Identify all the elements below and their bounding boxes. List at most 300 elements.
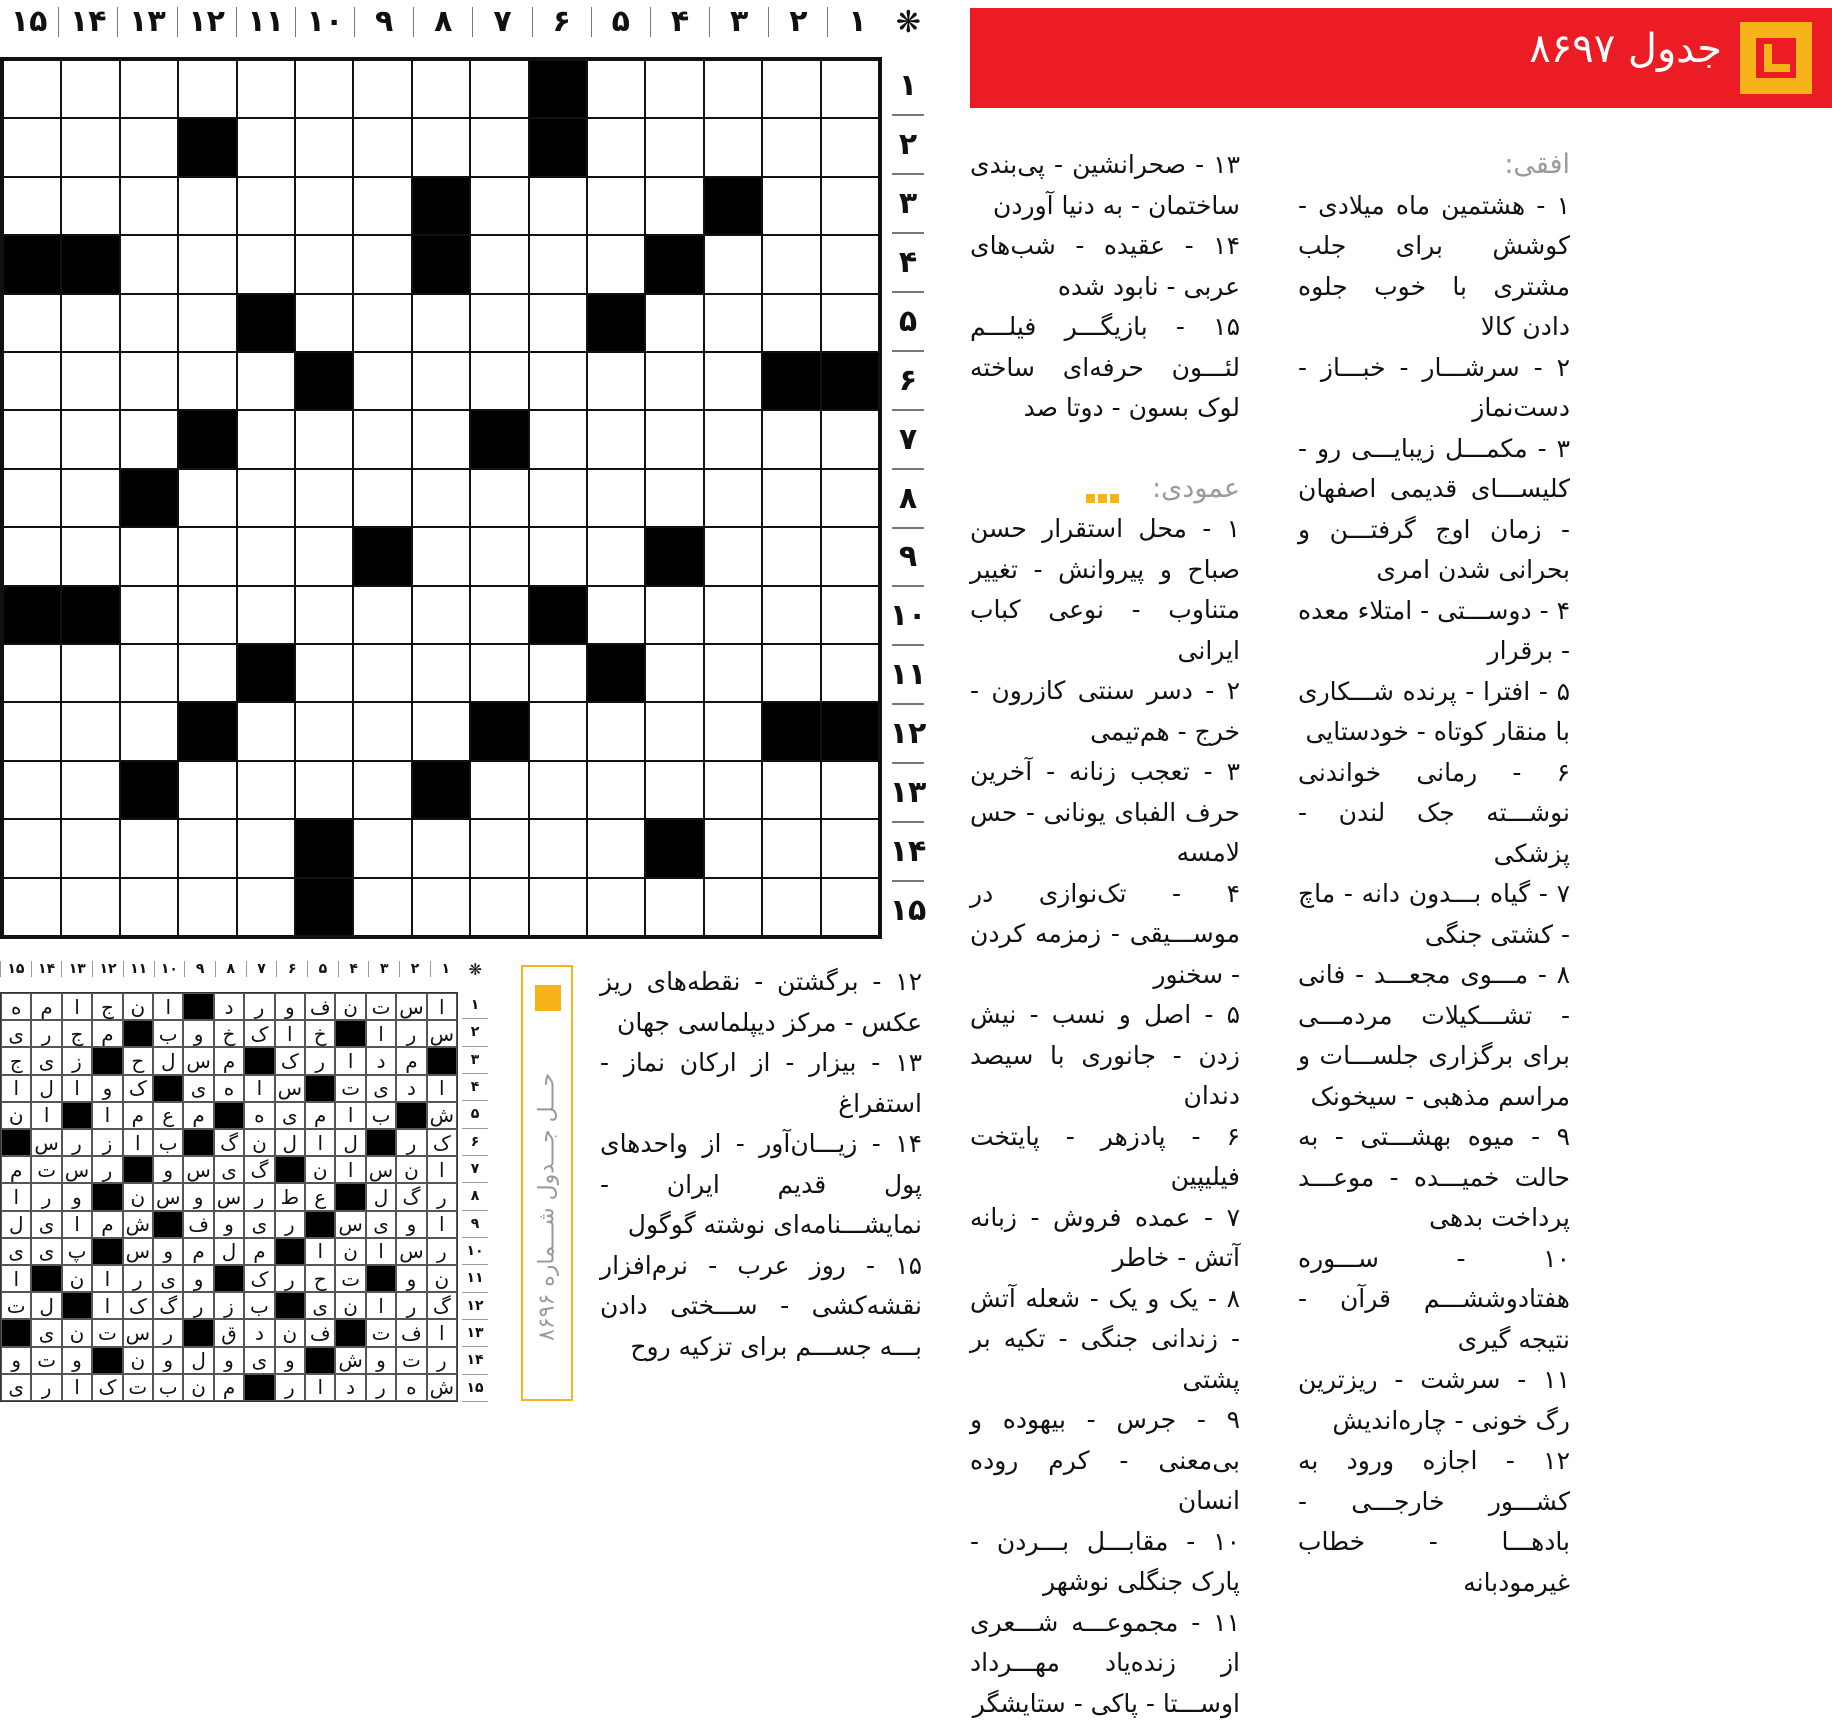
- solution-cell: ا: [366, 1238, 396, 1265]
- grid-cell[interactable]: [3, 60, 61, 118]
- solution-cell: ر: [244, 1183, 274, 1210]
- grid-cell[interactable]: [178, 819, 236, 877]
- grid-cell[interactable]: [353, 702, 411, 760]
- solution-cell: ل: [275, 1129, 305, 1156]
- solution-cell: ه: [214, 1075, 244, 1102]
- grid-cell[interactable]: [61, 878, 119, 936]
- solution-cell: ر: [305, 1047, 335, 1074]
- grid-cell[interactable]: [178, 352, 236, 410]
- black-cell: [120, 761, 178, 819]
- grid-cell[interactable]: [61, 410, 119, 468]
- black-cell: [295, 819, 353, 877]
- solution-cell: س: [427, 1020, 457, 1047]
- grid-cell[interactable]: [61, 644, 119, 702]
- grid-cell[interactable]: [61, 527, 119, 585]
- solution-cell: ر: [153, 1319, 183, 1346]
- grid-cell[interactable]: [61, 352, 119, 410]
- grid-cell[interactable]: [587, 819, 645, 877]
- grid-cell[interactable]: [762, 878, 820, 936]
- grid-cell[interactable]: [178, 235, 236, 293]
- solution-cell: م: [214, 1047, 244, 1074]
- solution-cell: ل: [335, 1129, 365, 1156]
- grid-cell[interactable]: [3, 644, 61, 702]
- solution-cell: ر: [31, 1020, 61, 1047]
- grid-cell[interactable]: [821, 644, 879, 702]
- solution-cell: ن: [335, 1292, 365, 1319]
- solution-cell: ن: [123, 993, 153, 1020]
- solution-cell: ت: [335, 1265, 365, 1292]
- solution-cell: ا: [305, 1238, 335, 1265]
- grid-cell[interactable]: [470, 177, 528, 235]
- grid-cell[interactable]: [295, 469, 353, 527]
- grid-cell[interactable]: [821, 118, 879, 176]
- grid-cell[interactable]: [120, 819, 178, 877]
- black-cell: [470, 410, 528, 468]
- solution-cell: ل: [1, 1211, 31, 1238]
- grid-cell[interactable]: [237, 118, 295, 176]
- grid-cell[interactable]: [412, 352, 470, 410]
- grid-cell[interactable]: [529, 702, 587, 760]
- grid-cell[interactable]: [61, 177, 119, 235]
- grid-cell[interactable]: [61, 761, 119, 819]
- grid-cell[interactable]: [120, 586, 178, 644]
- grid-cell[interactable]: [587, 410, 645, 468]
- grid-cell[interactable]: [470, 586, 528, 644]
- grid-cell[interactable]: [529, 410, 587, 468]
- solution-cell: ی: [183, 1075, 213, 1102]
- grid-cell[interactable]: [645, 118, 703, 176]
- vertical-clue: ۵ - اصل و نسب - نیش زدن - جانوری با سیصد دندان: [970, 995, 1240, 1117]
- grid-cell[interactable]: [704, 586, 762, 644]
- solution-row-number: ۸: [462, 1183, 488, 1210]
- solution-cell: ع: [153, 1102, 183, 1129]
- grid-cell[interactable]: [587, 235, 645, 293]
- solution-cell: ت: [1, 1292, 31, 1319]
- grid-cell[interactable]: [3, 469, 61, 527]
- grid-cell[interactable]: [295, 410, 353, 468]
- grid-cell[interactable]: [3, 177, 61, 235]
- grid-cell[interactable]: [295, 761, 353, 819]
- grid-cell[interactable]: [762, 819, 820, 877]
- solution-black-cell: [335, 1319, 365, 1346]
- grid-cell[interactable]: [3, 878, 61, 936]
- solution-column-number: ۱۳: [61, 961, 92, 977]
- grid-cell[interactable]: [295, 235, 353, 293]
- grid-cell[interactable]: [237, 410, 295, 468]
- solution-cell: ت: [366, 993, 396, 1020]
- grid-cell[interactable]: [3, 352, 61, 410]
- grid-cell[interactable]: [645, 586, 703, 644]
- column-number: ۳: [709, 7, 768, 37]
- grid-cell[interactable]: [3, 702, 61, 760]
- solution-cell: س: [123, 1238, 153, 1265]
- grid-cell[interactable]: [821, 60, 879, 118]
- grid-cell[interactable]: [762, 60, 820, 118]
- grid-cell[interactable]: [470, 878, 528, 936]
- grid-cell[interactable]: [237, 235, 295, 293]
- solution-cell: ا: [62, 993, 92, 1020]
- solution-black-cell: [92, 1183, 122, 1210]
- puzzle-title: جدول ۸۶۹۷: [1529, 26, 1722, 72]
- grid-cell[interactable]: [237, 469, 295, 527]
- grid-cell[interactable]: [762, 527, 820, 585]
- grid-cell[interactable]: [353, 410, 411, 468]
- column-number: ۱۳: [117, 7, 176, 37]
- solution-cell: ک: [275, 1047, 305, 1074]
- grid-cell[interactable]: [762, 410, 820, 468]
- grid-cell[interactable]: [237, 819, 295, 877]
- solution-cell: س: [153, 1183, 183, 1210]
- grid-cell[interactable]: [529, 761, 587, 819]
- grid-cell[interactable]: [821, 177, 879, 235]
- grid-cell[interactable]: [61, 702, 119, 760]
- grid-cell[interactable]: [295, 177, 353, 235]
- grid-cell[interactable]: [821, 586, 879, 644]
- row-number-header: [888, 57, 928, 939]
- grid-cell[interactable]: [295, 294, 353, 352]
- solution-cell: گ: [396, 1183, 426, 1210]
- grid-cell[interactable]: [353, 352, 411, 410]
- grid-cell[interactable]: [704, 60, 762, 118]
- grid-cell[interactable]: [704, 702, 762, 760]
- grid-cell[interactable]: [353, 294, 411, 352]
- grid-cell[interactable]: [470, 352, 528, 410]
- grid-cell[interactable]: [3, 294, 61, 352]
- grid-cell[interactable]: [821, 469, 879, 527]
- solution-black-cell: [366, 1265, 396, 1292]
- grid-cell[interactable]: [704, 118, 762, 176]
- solution-cell: و: [153, 1347, 183, 1374]
- grid-cell[interactable]: [529, 878, 587, 936]
- grid-cell[interactable]: [821, 410, 879, 468]
- row-number: ۱۴: [892, 823, 924, 882]
- grid-cell[interactable]: [529, 177, 587, 235]
- grid-cell[interactable]: [178, 761, 236, 819]
- solution-cell: ا: [335, 1156, 365, 1183]
- grid-cell[interactable]: [237, 586, 295, 644]
- row-number: ۱۵: [892, 882, 924, 939]
- solution-cell: ن: [123, 1183, 153, 1210]
- solution-cell: ی: [214, 1156, 244, 1183]
- solution-cell: و: [275, 993, 305, 1020]
- grid-cell[interactable]: [237, 60, 295, 118]
- grid-cell[interactable]: [412, 469, 470, 527]
- horizontal-clue: ۱۰ - ســـوره هفتادوششـــم قرآن - نتیجه گیری: [1298, 1239, 1570, 1361]
- grid-cell[interactable]: [529, 469, 587, 527]
- grid-cell[interactable]: [295, 118, 353, 176]
- solution-cell: ز: [62, 1047, 92, 1074]
- grid-cell[interactable]: [645, 60, 703, 118]
- solution-black-cell: [183, 1129, 213, 1156]
- grid-cell[interactable]: [529, 644, 587, 702]
- solution-cell: ک: [92, 1374, 122, 1401]
- grid-cell[interactable]: [645, 702, 703, 760]
- grid-cell[interactable]: [762, 177, 820, 235]
- grid-cell[interactable]: [353, 644, 411, 702]
- grid-cell[interactable]: [587, 118, 645, 176]
- grid-cell[interactable]: [470, 118, 528, 176]
- solution-black-cell: [214, 1265, 244, 1292]
- grid-cell[interactable]: [61, 118, 119, 176]
- vertical-clue: ۱۴ - زیـــان‌آور - از واحدهای پول قدیم ایران - نمایشـــنامه‌ای نوشته گوگول: [600, 1124, 922, 1246]
- grid-cell[interactable]: [645, 410, 703, 468]
- solution-cell: ا: [1, 1075, 31, 1102]
- grid-cell[interactable]: [645, 469, 703, 527]
- grid-cell[interactable]: [587, 878, 645, 936]
- grid-cell[interactable]: [470, 819, 528, 877]
- solution-cell: ا: [305, 1374, 335, 1401]
- grid-cell[interactable]: [412, 60, 470, 118]
- grid-cell[interactable]: [645, 878, 703, 936]
- puzzle-header-banner: [970, 8, 1832, 108]
- grid-cell[interactable]: [120, 878, 178, 936]
- solution-column-number: ۳: [368, 961, 399, 977]
- grid-cell[interactable]: [762, 644, 820, 702]
- solution-cell: ز: [214, 1292, 244, 1319]
- grid-cell[interactable]: [645, 177, 703, 235]
- grid-cell[interactable]: [353, 118, 411, 176]
- grid-cell[interactable]: [3, 761, 61, 819]
- grid-cell[interactable]: [120, 702, 178, 760]
- solution-black-cell: [62, 1292, 92, 1319]
- solution-row-number: ۱: [462, 992, 488, 1019]
- corner-star-icon: ❋: [887, 5, 930, 40]
- horizontal-clue: ۱۴ - عقیده - شب‌های عربی - نابود شده: [970, 226, 1240, 307]
- solution-cell: ر: [396, 1020, 426, 1047]
- solution-cell: ا: [62, 1374, 92, 1401]
- grid-cell[interactable]: [704, 819, 762, 877]
- black-cell: [295, 352, 353, 410]
- grid-cell[interactable]: [120, 294, 178, 352]
- grid-cell[interactable]: [353, 761, 411, 819]
- grid-cell[interactable]: [762, 469, 820, 527]
- grid-cell[interactable]: [587, 761, 645, 819]
- grid-cell[interactable]: [412, 410, 470, 468]
- grid-cell[interactable]: [704, 878, 762, 936]
- grid-cell[interactable]: [120, 60, 178, 118]
- grid-cell[interactable]: [3, 819, 61, 877]
- grid-cell[interactable]: [529, 235, 587, 293]
- solution-cell: ن: [123, 1347, 153, 1374]
- solution-cell: ی: [1, 1374, 31, 1401]
- grid-cell[interactable]: [587, 177, 645, 235]
- grid-cell[interactable]: [353, 60, 411, 118]
- solution-cell: ا: [92, 1265, 122, 1292]
- clues-column-middle: [970, 145, 1240, 1724]
- solution-cell: م: [396, 1047, 426, 1074]
- solution-cell: ی: [31, 1211, 61, 1238]
- grid-cell[interactable]: [587, 60, 645, 118]
- grid-cell[interactable]: [470, 294, 528, 352]
- solution-cell: گ: [153, 1292, 183, 1319]
- grid-cell[interactable]: [412, 702, 470, 760]
- grid-cell[interactable]: [353, 235, 411, 293]
- grid-cell[interactable]: [704, 294, 762, 352]
- grid-cell[interactable]: [412, 294, 470, 352]
- grid-cell[interactable]: [353, 819, 411, 877]
- grid-cell[interactable]: [353, 469, 411, 527]
- black-cell: [178, 118, 236, 176]
- grid-cell[interactable]: [295, 586, 353, 644]
- solution-column-number: ۴: [338, 961, 369, 977]
- solution-black-cell: [153, 1075, 183, 1102]
- grid-cell[interactable]: [529, 352, 587, 410]
- grid-cell[interactable]: [587, 352, 645, 410]
- grid-cell[interactable]: [178, 60, 236, 118]
- solution-cell: گ: [214, 1129, 244, 1156]
- grid-cell[interactable]: [61, 469, 119, 527]
- grid-cell[interactable]: [61, 294, 119, 352]
- solution-cell: د: [366, 1047, 396, 1074]
- grid-cell[interactable]: [61, 819, 119, 877]
- black-cell: [821, 702, 879, 760]
- grid-cell[interactable]: [645, 761, 703, 819]
- solution-column-number: ۹: [184, 961, 215, 977]
- grid-cell[interactable]: [821, 761, 879, 819]
- grid-cell[interactable]: [237, 352, 295, 410]
- solution-cell: ج: [92, 993, 122, 1020]
- solution-cell: ت: [335, 1075, 365, 1102]
- grid-cell[interactable]: [237, 878, 295, 936]
- grid-cell[interactable]: [821, 819, 879, 877]
- grid-cell[interactable]: [645, 352, 703, 410]
- solution-cell: گ: [427, 1292, 457, 1319]
- solution-cell: ا: [427, 993, 457, 1020]
- grid-cell[interactable]: [587, 527, 645, 585]
- grid-cell[interactable]: [704, 761, 762, 819]
- grid-cell[interactable]: [412, 878, 470, 936]
- grid-cell[interactable]: [178, 527, 236, 585]
- grid-cell[interactable]: [645, 294, 703, 352]
- solution-column-number: ۶: [276, 961, 307, 977]
- grid-cell[interactable]: [237, 702, 295, 760]
- grid-cell[interactable]: [470, 527, 528, 585]
- grid-cell[interactable]: [412, 118, 470, 176]
- grid-cell[interactable]: [120, 644, 178, 702]
- grid-cell[interactable]: [762, 294, 820, 352]
- column-number: ۵: [591, 7, 650, 37]
- crossword-grid[interactable]: [0, 57, 882, 939]
- solution-cell: ل: [214, 1238, 244, 1265]
- solution-cell: م: [1, 1156, 31, 1183]
- grid-cell[interactable]: [821, 294, 879, 352]
- solution-cell: د: [244, 1319, 274, 1346]
- grid-cell[interactable]: [704, 352, 762, 410]
- solution-cell: ا: [427, 1156, 457, 1183]
- grid-cell[interactable]: [120, 410, 178, 468]
- black-cell: [529, 60, 587, 118]
- grid-cell[interactable]: [295, 702, 353, 760]
- grid-cell[interactable]: [178, 644, 236, 702]
- grid-cell[interactable]: [704, 527, 762, 585]
- grid-cell[interactable]: [529, 294, 587, 352]
- solution-cell: ز: [92, 1129, 122, 1156]
- grid-cell[interactable]: [120, 118, 178, 176]
- grid-cell[interactable]: [353, 878, 411, 936]
- solution-cell: ب: [244, 1292, 274, 1319]
- grid-cell[interactable]: [821, 527, 879, 585]
- grid-cell[interactable]: [762, 761, 820, 819]
- grid-cell[interactable]: [178, 878, 236, 936]
- grid-cell[interactable]: [412, 586, 470, 644]
- grid-cell[interactable]: [762, 586, 820, 644]
- grid-cell[interactable]: [762, 235, 820, 293]
- grid-cell[interactable]: [412, 819, 470, 877]
- grid-cell[interactable]: [237, 761, 295, 819]
- grid-cell[interactable]: [178, 586, 236, 644]
- black-cell: [645, 527, 703, 585]
- grid-cell[interactable]: [470, 644, 528, 702]
- grid-cell[interactable]: [295, 644, 353, 702]
- grid-cell[interactable]: [470, 469, 528, 527]
- grid-cell[interactable]: [470, 60, 528, 118]
- vertical-clue: ۱۰ - مقابـــل بـــردن - پارک جنگلی نوشهر: [970, 1522, 1240, 1603]
- grid-cell[interactable]: [353, 586, 411, 644]
- grid-cell[interactable]: [704, 235, 762, 293]
- grid-cell[interactable]: [237, 177, 295, 235]
- grid-cell[interactable]: [120, 235, 178, 293]
- grid-cell[interactable]: [470, 761, 528, 819]
- solution-black-cell: [305, 1075, 335, 1102]
- grid-cell[interactable]: [295, 527, 353, 585]
- solution-row-number: ۱۲: [462, 1293, 488, 1320]
- horizontal-clue: ۱۵ - بازیگـــر فیلـــم لئـــون حرفه‌ای ساخته لوک بسون - دوتا صد: [970, 307, 1240, 429]
- grid-cell[interactable]: [237, 527, 295, 585]
- grid-cell[interactable]: [529, 527, 587, 585]
- solution-cell: ر: [427, 1183, 457, 1210]
- grid-cell[interactable]: [412, 527, 470, 585]
- solution-cell: ا: [31, 1102, 61, 1129]
- clues-column-right: [1298, 145, 1570, 1603]
- solution-cell: ر: [427, 1347, 457, 1374]
- grid-cell[interactable]: [3, 118, 61, 176]
- grid-cell[interactable]: [587, 702, 645, 760]
- solution-cell: ا: [92, 1292, 122, 1319]
- grid-cell[interactable]: [529, 819, 587, 877]
- grid-cell[interactable]: [353, 177, 411, 235]
- grid-cell[interactable]: [178, 177, 236, 235]
- grid-cell[interactable]: [120, 177, 178, 235]
- grid-cell[interactable]: [704, 469, 762, 527]
- grid-cell[interactable]: [587, 586, 645, 644]
- solution-cell: م: [92, 1211, 122, 1238]
- solution-cell: ن: [244, 1129, 274, 1156]
- grid-cell[interactable]: [587, 469, 645, 527]
- grid-cell[interactable]: [120, 352, 178, 410]
- grid-cell[interactable]: [3, 410, 61, 468]
- grid-cell[interactable]: [704, 410, 762, 468]
- grid-cell[interactable]: [295, 60, 353, 118]
- grid-cell[interactable]: [61, 60, 119, 118]
- black-cell: [178, 410, 236, 468]
- grid-cell[interactable]: [178, 469, 236, 527]
- grid-cell[interactable]: [470, 235, 528, 293]
- grid-cell[interactable]: [412, 644, 470, 702]
- grid-cell[interactable]: [120, 527, 178, 585]
- grid-cell[interactable]: [178, 294, 236, 352]
- row-number: ۱۱: [892, 646, 924, 705]
- grid-cell[interactable]: [821, 878, 879, 936]
- horizontal-heading: افقی:: [1298, 145, 1570, 186]
- column-number: ۸: [413, 7, 472, 37]
- horizontal-clue: ۴ - دوســـتی - امتلاء معده - برقرار: [1298, 591, 1570, 672]
- grid-cell[interactable]: [762, 118, 820, 176]
- grid-cell[interactable]: [821, 235, 879, 293]
- grid-cell[interactable]: [3, 527, 61, 585]
- grid-cell[interactable]: [645, 644, 703, 702]
- solution-cell: ه: [1, 993, 31, 1020]
- grid-cell[interactable]: [704, 644, 762, 702]
